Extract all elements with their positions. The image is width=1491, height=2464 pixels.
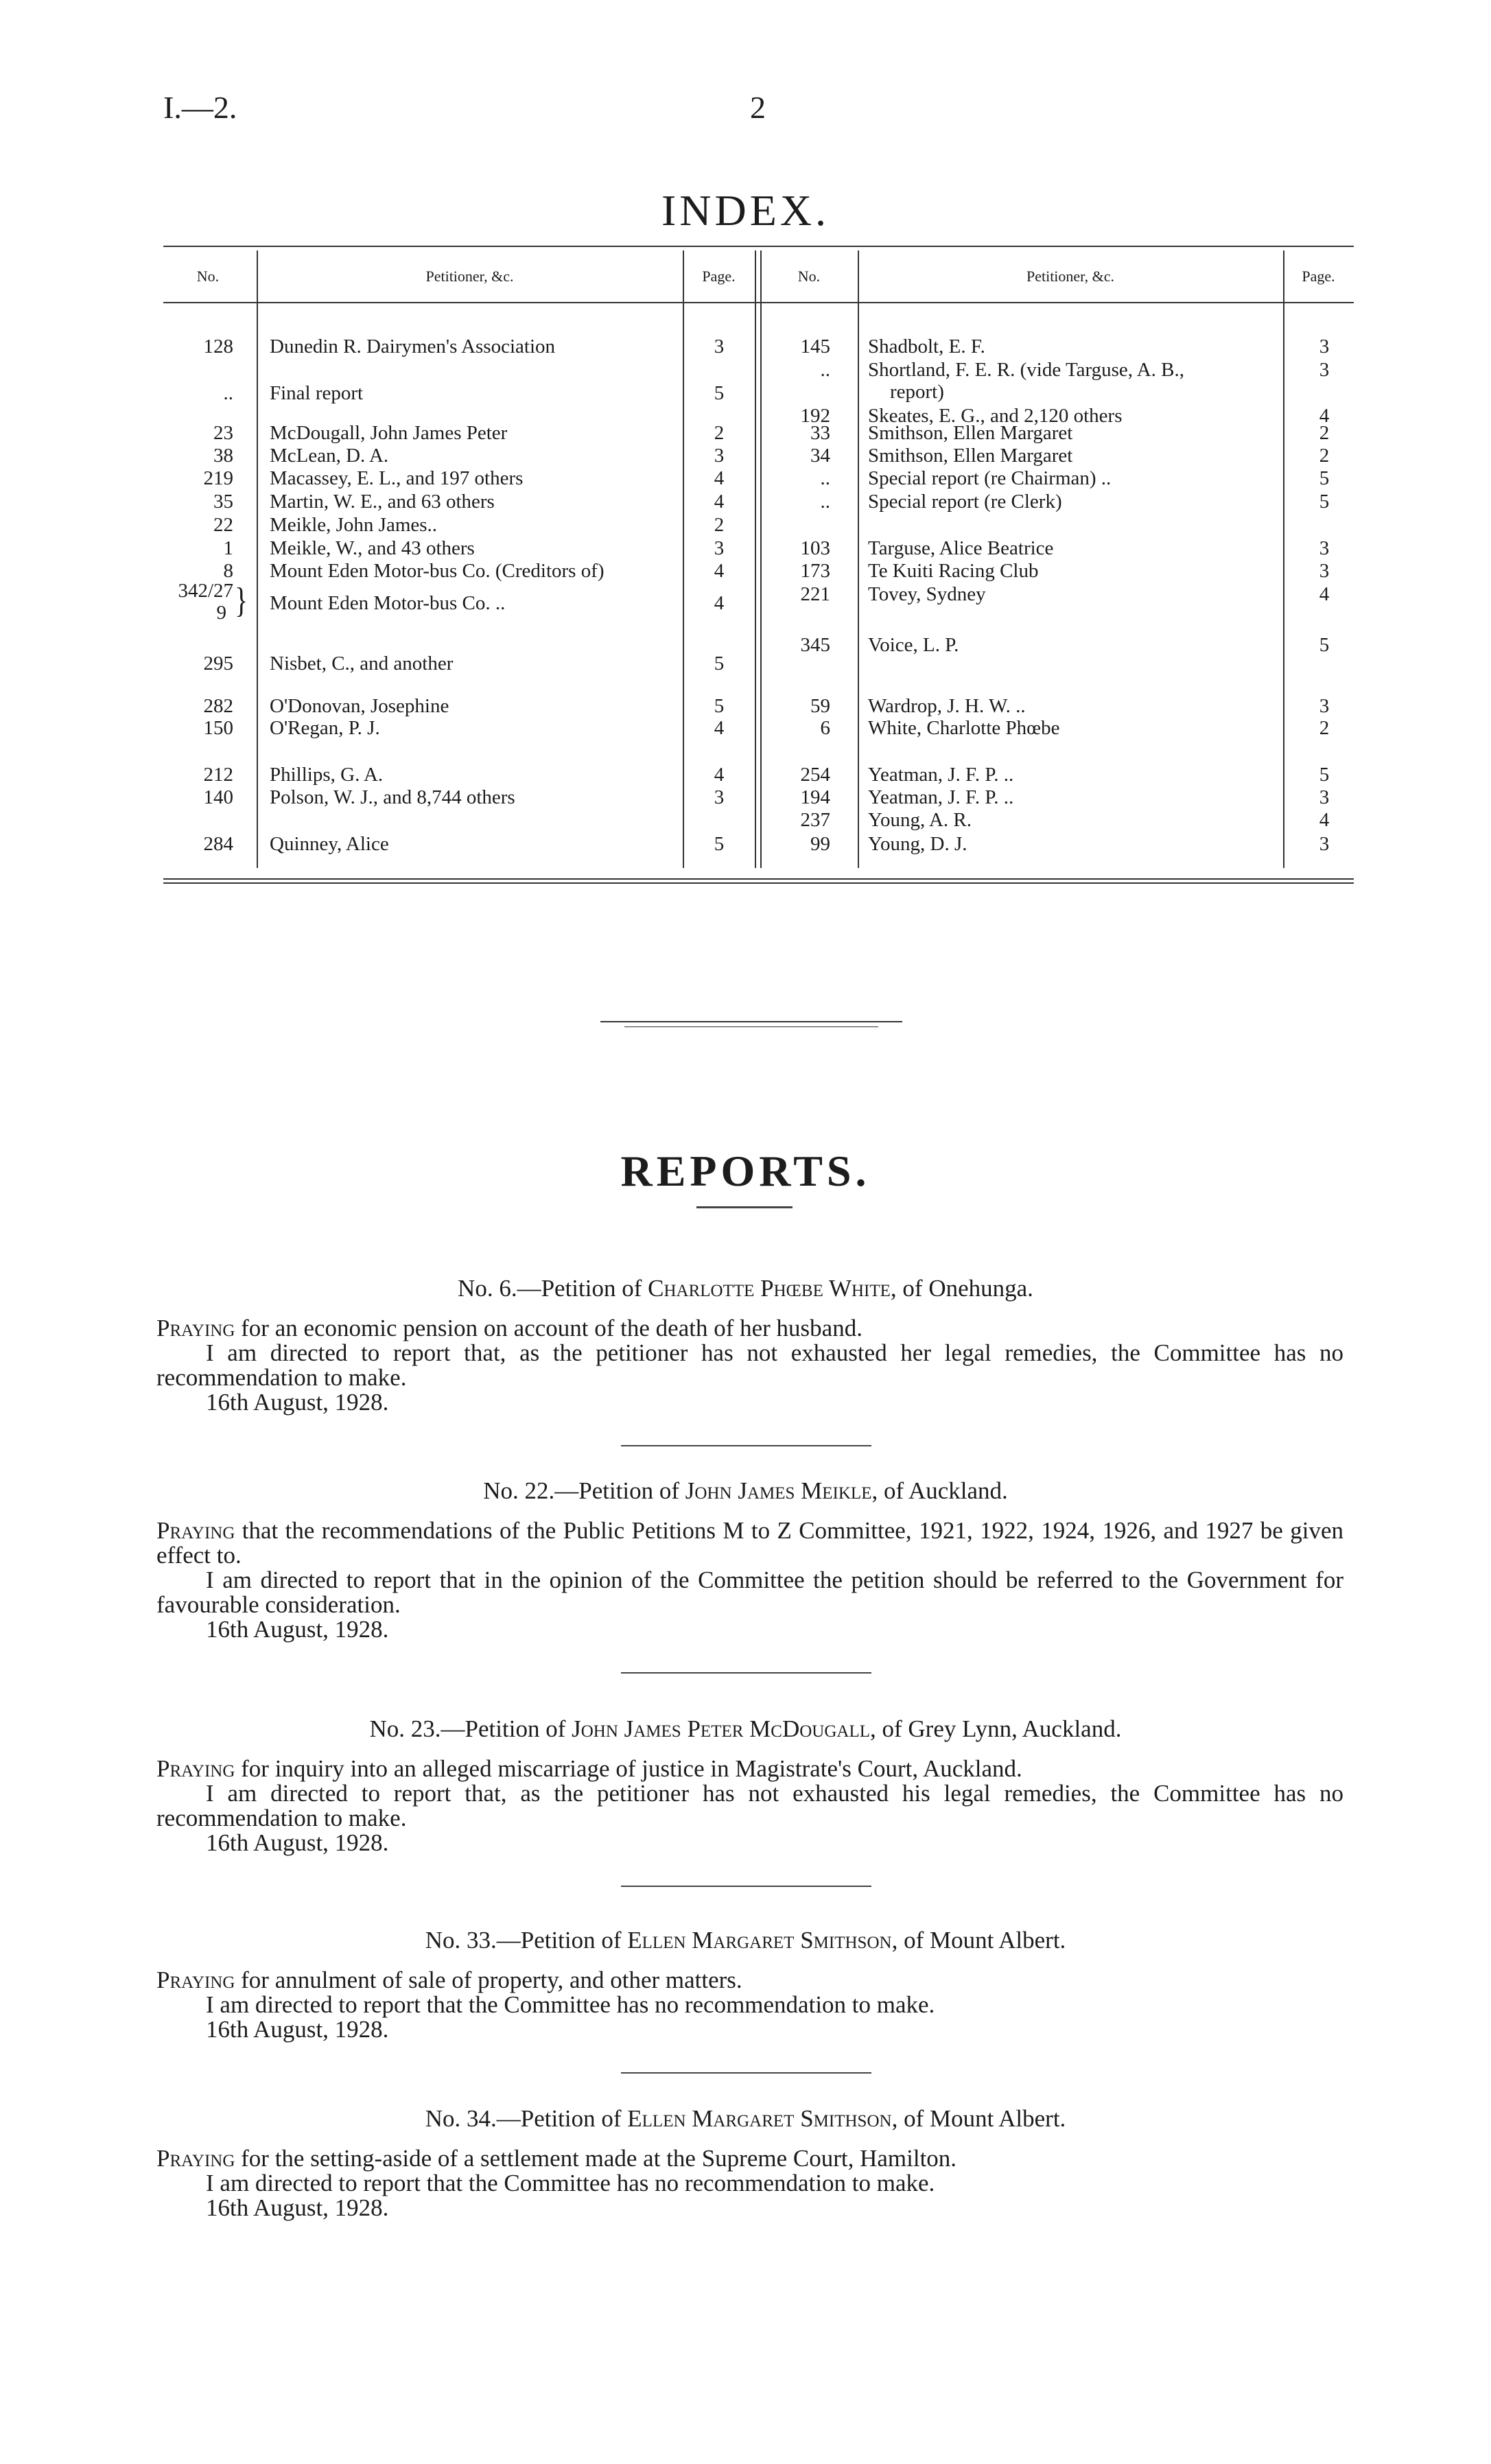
report-divider — [621, 1445, 871, 1446]
index-row-number: 34 — [810, 445, 830, 467]
index-row-page: 3 — [1319, 786, 1330, 808]
index-row-number: .. — [820, 467, 830, 489]
index-row-number: 35 — [213, 491, 233, 513]
index-row-petitioner: Wardrop, J. H. W. .. — [868, 695, 1026, 717]
index-row-number: 128 — [203, 336, 233, 357]
report-date: 16th August, 1928. — [206, 1829, 389, 1856]
index-row-number: 345 — [800, 634, 830, 656]
praying-text: for an economic pension on account of the death of her husband. — [235, 1315, 862, 1341]
index-row-number-sub: 9 — [216, 602, 226, 624]
index-row-petitioner: Quinney, Alice — [270, 833, 389, 855]
index-row-petitioner: Meikle, John James.. — [270, 514, 438, 536]
index-row-number: 282 — [203, 695, 233, 717]
report-heading — [0, 1928, 1491, 1953]
index-row-page: 4 — [1319, 583, 1330, 605]
report-petitioner-name: John James Meikle — [685, 1477, 872, 1504]
index-row-petitioner: Young, D. J. — [868, 833, 967, 855]
index-row-petitioner: Polson, W. J., and 8,744 others — [270, 786, 515, 808]
index-row-number: 103 — [800, 537, 830, 559]
praying-text: that the recommendations of the Public Petitions M to Z Committee, 1921, 1922, 1924, 1926, and 1927 be given effect to. — [156, 1517, 1343, 1569]
praying-word: Praying — [156, 1315, 235, 1341]
report-heading — [0, 1717, 1491, 1741]
index-row-petitioner: Mount Eden Motor-bus Co. .. — [270, 592, 506, 614]
index-row-number: 8 — [223, 560, 233, 582]
index-row-number: 6 — [820, 717, 830, 739]
index-row-petitioner: Phillips, G. A. — [270, 764, 384, 786]
index-row-petitioner: O'Regan, P. J. — [270, 717, 380, 739]
index-row-number: 150 — [203, 717, 233, 739]
index-row-petitioner: Meikle, W., and 43 others — [270, 537, 475, 559]
index-row-page: 4 — [714, 592, 725, 614]
index-row-page: 5 — [714, 833, 725, 855]
report-heading-number: No. 34.—Petition of — [425, 2105, 628, 2132]
index-row-number: .. — [223, 382, 233, 404]
index-row-page: 3 — [1319, 833, 1330, 855]
report-petitioner-name: Ellen Margaret Smithson — [627, 2105, 892, 2132]
index-row-petitioner: O'Donovan, Josephine — [270, 695, 449, 717]
report-date: 16th August, 1928. — [206, 1616, 389, 1643]
index-row-page: 4 — [714, 491, 725, 513]
section-divider — [600, 1021, 902, 1022]
index-row-petitioner: Smithson, Ellen Margaret — [868, 422, 1073, 444]
index-row-petitioner: White, Charlotte Phœbe — [868, 717, 1060, 739]
report-body: I am directed to report that in the opinion of the Committee the petition should be referred to the Government for favourable consideration. — [156, 1567, 1343, 1618]
report-heading — [0, 2107, 1491, 2131]
index-row-petitioner: Macassey, E. L., and 197 others — [270, 467, 524, 489]
index-row-number: 99 — [810, 833, 830, 855]
report-divider — [621, 1886, 871, 1887]
report-heading-number: No. 33.—Petition of — [425, 1927, 628, 1953]
index-row-number: 342/27 — [178, 580, 233, 602]
report-heading — [0, 1479, 1491, 1503]
index-row-number: 254 — [800, 764, 830, 786]
index-row-number: 192 — [800, 405, 830, 427]
index-row-number: 145 — [800, 336, 830, 357]
index-row-petitioner: Martin, W. E., and 63 others — [270, 491, 495, 513]
report-heading-place: , of Mount Albert. — [891, 2105, 1066, 2132]
index-row-number: .. — [820, 491, 830, 513]
index-row-page: 4 — [714, 467, 725, 489]
praying-text: for annulment of sale of property, and other matters. — [235, 1967, 742, 1993]
index-row-petitioner: Skeates, E. G., and 2,120 others — [868, 405, 1123, 427]
index-row-number: 38 — [213, 445, 233, 467]
index-row-number: .. — [820, 359, 830, 381]
index-row-page: 2 — [714, 422, 725, 444]
index-row-page: 4 — [714, 560, 725, 582]
index-row-page: 2 — [1319, 717, 1330, 739]
index-row-page: 3 — [1319, 537, 1330, 559]
report-praying — [156, 1316, 1343, 1341]
index-row-petitioner: Final report — [270, 382, 364, 404]
index-row-page: 4 — [1319, 405, 1330, 427]
index-row-number: 212 — [203, 764, 233, 786]
report-praying — [156, 2146, 1343, 2171]
praying-word: Praying — [156, 1755, 235, 1782]
index-row-petitioner: Voice, L. P. — [868, 634, 959, 656]
index-row-petitioner: Mount Eden Motor-bus Co. (Creditors of) — [270, 560, 604, 582]
index-row-number: 59 — [810, 695, 830, 717]
index-row-page: 5 — [1319, 634, 1330, 656]
index-row-page: 4 — [714, 764, 725, 786]
index-row-page: 5 — [1319, 467, 1330, 489]
report-body: I am directed to report that, as the petitioner has not exhausted his legal remedies, the Committee has no recommendation to make. — [156, 1780, 1343, 1831]
index-row-number: 1 — [223, 537, 233, 559]
index-row-page: 2 — [1319, 422, 1330, 444]
index-row-petitioner: Targuse, Alice Beatrice — [868, 537, 1054, 559]
index-row-number: 173 — [800, 560, 830, 582]
report-praying — [156, 1518, 1343, 1568]
praying-word: Praying — [156, 2145, 235, 2172]
col-header-no-right: No. — [797, 268, 821, 285]
index-row-petitioner: Young, A. R. — [868, 809, 972, 831]
index-row-number: 221 — [800, 583, 830, 605]
report-heading-place: , of Grey Lynn, Auckland. — [870, 1715, 1122, 1742]
index-row-petitioner: Special report (re Chairman) .. — [868, 467, 1112, 489]
index-row-number: 22 — [213, 514, 233, 536]
report-date: 16th August, 1928. — [206, 2016, 389, 2043]
praying-text: for inquiry into an alleged miscarriage of justice in Magistrate's Court, Auckland. — [235, 1755, 1022, 1782]
col-header-petitioner-right: Petitioner, &c. — [1026, 268, 1115, 285]
index-row-page: 3 — [1319, 336, 1330, 357]
page-reference: I.—2. — [163, 90, 237, 125]
report-body: I am directed to report that the Committee has no recommendation to make. — [206, 2170, 935, 2196]
index-row-page: 3 — [714, 445, 725, 467]
report-divider — [621, 2072, 871, 2074]
report-heading — [0, 1276, 1491, 1301]
index-row-page: 5 — [714, 653, 725, 674]
index-row-page: 3 — [714, 786, 725, 808]
index-row-number: 237 — [800, 809, 830, 831]
index-row-page: 4 — [1319, 809, 1330, 831]
report-petitioner-name: Ellen Margaret Smithson — [627, 1927, 892, 1953]
reports-title: REPORTS. — [620, 1147, 871, 1195]
index-row-page: 3 — [1319, 695, 1330, 717]
index-row-petitioner: Dunedin R. Dairymen's Association — [270, 336, 556, 357]
index-row-petitioner-cont: report) — [890, 381, 944, 403]
report-heading-place: , of Onehunga. — [890, 1275, 1033, 1302]
index-row-page: 4 — [714, 717, 725, 739]
praying-word: Praying — [156, 1517, 235, 1544]
index-title: INDEX. — [661, 186, 830, 235]
index-row-page: 5 — [1319, 764, 1330, 786]
index-row-page: 2 — [714, 514, 725, 536]
index-row-petitioner: Shortland, F. E. R. (vide Targuse, A. B., — [868, 359, 1184, 381]
index-row-number: 284 — [203, 833, 233, 855]
report-heading-number: No. 22.—Petition of — [483, 1477, 685, 1504]
index-row-number: 194 — [800, 786, 830, 808]
index-row-petitioner: Special report (re Clerk) — [868, 491, 1062, 513]
page-number: 2 — [750, 90, 766, 125]
report-body: I am directed to report that, as the petitioner has not exhausted her legal remedies, the Committee has no recommendation to make. — [156, 1339, 1343, 1391]
index-row-petitioner: McDougall, John James Peter — [270, 422, 508, 444]
report-petitioner-name: Charlotte Phœbe White — [648, 1275, 891, 1302]
index-row-petitioner: Tovey, Sydney — [868, 583, 986, 605]
index-row-page: 2 — [1319, 445, 1330, 467]
col-header-petitioner: Petitioner, &c. — [425, 268, 514, 285]
report-heading-number: No. 23.—Petition of — [369, 1715, 572, 1742]
report-praying — [156, 1757, 1343, 1781]
index-row-petitioner: Shadbolt, E. F. — [868, 336, 985, 357]
col-header-no: No. — [196, 268, 220, 285]
col-header-page: Page. — [702, 268, 736, 285]
report-praying — [156, 1968, 1343, 1993]
praying-text: for the setting-aside of a settlement made at the Supreme Court, Hamilton. — [235, 2145, 957, 2172]
index-row-page: 3 — [1319, 359, 1330, 381]
report-heading-place: , of Mount Albert. — [891, 1927, 1066, 1953]
section-divider-thin — [624, 1026, 878, 1027]
index-row-number: 23 — [213, 422, 233, 444]
report-petitioner-name: John James Peter McDougall — [572, 1715, 870, 1742]
col-header-page-right: Page. — [1302, 268, 1335, 285]
brace-icon: } — [235, 580, 248, 620]
report-divider — [621, 1672, 871, 1674]
index-row-petitioner: Yeatman, J. F. P. .. — [868, 786, 1014, 808]
report-date: 16th August, 1928. — [206, 2194, 389, 2221]
report-heading-number: No. 6.—Petition of — [458, 1275, 648, 1302]
index-row-page: 3 — [714, 537, 725, 559]
index-row-number: 295 — [203, 653, 233, 674]
index-row-number: 140 — [203, 786, 233, 808]
index-row-page: 3 — [714, 336, 725, 357]
report-heading-place: , of Auckland. — [871, 1477, 1008, 1504]
index-row-page: 5 — [1319, 491, 1330, 513]
index-row-petitioner: Smithson, Ellen Margaret — [868, 445, 1073, 467]
index-row-number: 33 — [810, 422, 830, 444]
report-date: 16th August, 1928. — [206, 1389, 389, 1416]
index-row-petitioner: Yeatman, J. F. P. .. — [868, 764, 1014, 786]
index-row-page: 5 — [714, 382, 725, 404]
index-row-petitioner: McLean, D. A. — [270, 445, 389, 467]
report-body: I am directed to report that the Committee has no recommendation to make. — [206, 1991, 935, 2018]
index-row-page: 3 — [1319, 560, 1330, 582]
reports-title-rule — [696, 1206, 793, 1208]
praying-word: Praying — [156, 1967, 235, 1993]
index-row-petitioner: Te Kuiti Racing Club — [868, 560, 1039, 582]
index-row-page: 5 — [714, 695, 725, 717]
index-row-petitioner: Nisbet, C., and another — [270, 653, 454, 674]
index-row-number: 219 — [203, 467, 233, 489]
